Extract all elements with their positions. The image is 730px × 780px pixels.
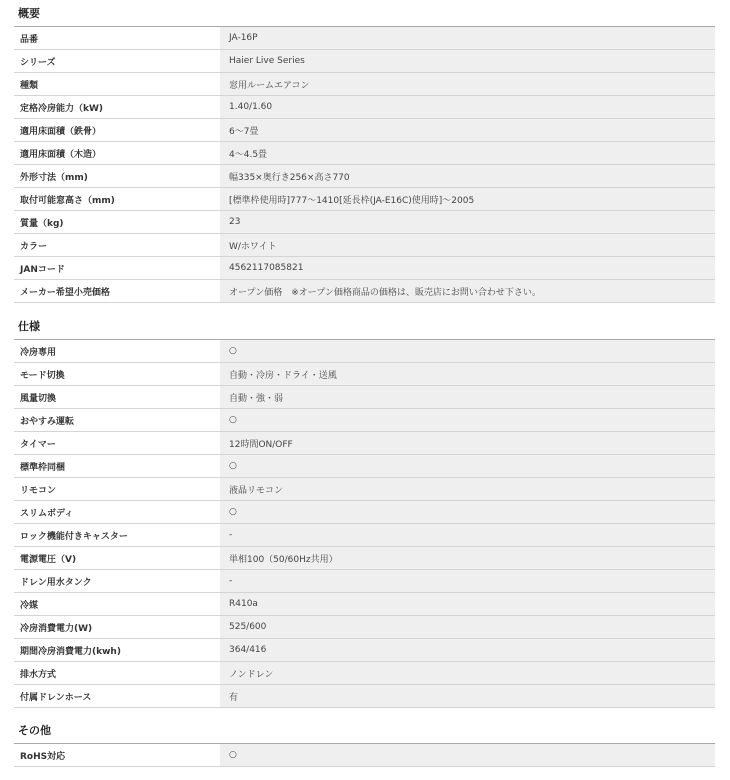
row-value: 自動・強・弱: [220, 386, 715, 409]
table-row: [14, 570, 715, 593]
row-label: 質量（kg): [14, 211, 220, 234]
row-value: 6～7畳: [220, 119, 715, 142]
row-label: 冷房消費電力(W): [14, 616, 220, 639]
table-row: [14, 142, 715, 165]
table-row: [14, 257, 715, 280]
table-row: [14, 363, 715, 386]
row-value: Haier Live Series: [220, 50, 715, 73]
row-value: ○: [220, 409, 715, 432]
row-value: 単相100（50/60Hz共用）: [220, 547, 715, 570]
row-label: 期間冷房消費電力(kwh): [14, 639, 220, 662]
table-row: [14, 50, 715, 73]
row-value: W/ホワイト: [220, 234, 715, 257]
row-value: JA-16P: [220, 27, 715, 50]
row-label: ロック機能付きキャスター: [14, 524, 220, 547]
row-value: 窓用ルームエアコン: [220, 73, 715, 96]
row-label: RoHS対応: [14, 744, 220, 767]
row-label: スリムボディ: [14, 501, 220, 524]
table-row: [14, 501, 715, 524]
row-value: [標準枠使用時]777～1410[延長枠(JA-E16C)使用時]～2005: [220, 188, 715, 211]
row-value: 23: [220, 211, 715, 234]
row-label: 種類: [14, 73, 220, 96]
table-row: [14, 478, 715, 501]
row-value: ノンドレン: [220, 662, 715, 685]
row-value: 1.40/1.60: [220, 96, 715, 119]
section-title: 仕様: [14, 315, 715, 340]
row-label: JANコード: [14, 257, 220, 280]
table-row: [14, 73, 715, 96]
row-label: メーカー希望小売価格: [14, 280, 220, 303]
other-table: [14, 744, 715, 767]
table-row: [14, 211, 715, 234]
table-row: [14, 165, 715, 188]
row-label: リモコン: [14, 478, 220, 501]
row-value: 364/416: [220, 639, 715, 662]
row-label: 定格冷房能力（kW): [14, 96, 220, 119]
row-label: おやすみ運転: [14, 409, 220, 432]
table-row: [14, 386, 715, 409]
row-value: 525/600: [220, 616, 715, 639]
table-row: [14, 119, 715, 142]
section-title: 概要: [14, 2, 715, 27]
row-value: 幅335×奥行き256×高さ770: [220, 165, 715, 188]
row-value: 自動・冷房・ドライ・送風: [220, 363, 715, 386]
row-value: ○: [220, 340, 715, 363]
row-label: 冷房専用: [14, 340, 220, 363]
overview-section: [14, 2, 715, 303]
row-value: ○: [220, 455, 715, 478]
row-label: モード切換: [14, 363, 220, 386]
row-value: 4～4.5畳: [220, 142, 715, 165]
row-label: 適用床面積（鉄骨）: [14, 119, 220, 142]
specifications-table: [14, 340, 715, 708]
row-value: ○: [220, 501, 715, 524]
row-value: -: [220, 524, 715, 547]
row-value: 4562117085821: [220, 257, 715, 280]
row-value: オープン価格 ※オープン価格商品の価格は、販売店にお問い合わせ下さい。: [220, 280, 715, 303]
row-label: 冷媒: [14, 593, 220, 616]
row-label: カラー: [14, 234, 220, 257]
other-section: [14, 719, 715, 767]
table-row: [14, 455, 715, 478]
row-label: 電源電圧（V): [14, 547, 220, 570]
table-row: [14, 280, 715, 303]
row-label: 標準枠同梱: [14, 455, 220, 478]
row-value: 有: [220, 685, 715, 708]
table-row: [14, 96, 715, 119]
row-value: R410a: [220, 593, 715, 616]
row-label: 適用床面積（木造）: [14, 142, 220, 165]
row-label: 付属ドレンホース: [14, 685, 220, 708]
row-value: 液晶リモコン: [220, 478, 715, 501]
table-row: [14, 432, 715, 455]
table-row: [14, 616, 715, 639]
row-value: ○: [220, 744, 715, 767]
row-label: 外形寸法（mm): [14, 165, 220, 188]
table-row: [14, 234, 715, 257]
row-label: タイマー: [14, 432, 220, 455]
row-label: 品番: [14, 27, 220, 50]
table-row: [14, 27, 715, 50]
table-row: [14, 547, 715, 570]
table-row: [14, 340, 715, 363]
table-row: [14, 409, 715, 432]
section-title: その他: [14, 719, 715, 744]
overview-table: [14, 27, 715, 303]
table-row: [14, 188, 715, 211]
table-row: [14, 593, 715, 616]
table-row: [14, 744, 715, 767]
row-value: -: [220, 570, 715, 593]
row-label: 取付可能窓高さ（mm): [14, 188, 220, 211]
specifications-section: [14, 315, 715, 708]
row-label: 風量切換: [14, 386, 220, 409]
table-row: [14, 662, 715, 685]
row-value: 12時間ON/OFF: [220, 432, 715, 455]
table-row: [14, 524, 715, 547]
row-label: シリーズ: [14, 50, 220, 73]
table-row: [14, 639, 715, 662]
row-label: ドレン用水タンク: [14, 570, 220, 593]
row-label: 排水方式: [14, 662, 220, 685]
table-row: [14, 685, 715, 708]
